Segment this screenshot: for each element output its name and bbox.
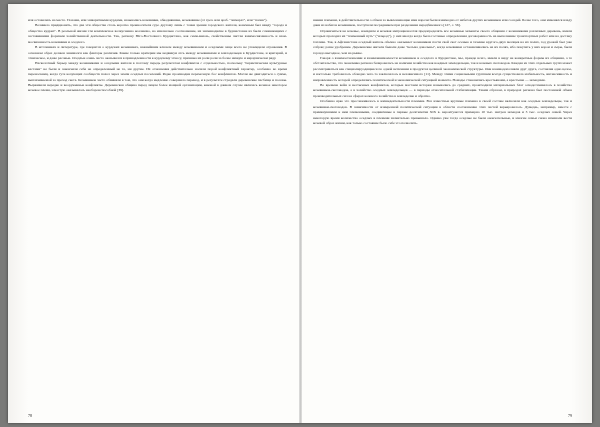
book-spread: [8, 4, 592, 423]
paragraph: Во времена войн и нестычных конфликтов, которые мастами исторки назывались до средних, происходили материальных благ осводотачивалось в хозяйство кочевников-скотоводов, а в хозяйство оседлых земледельцев — в периоды относительной стабилизации. Таким образом, в природах региона был постоянной обмен производительных сил на сферах кочевого хозяйства в земледелие и обратно.: [313, 83, 572, 98]
page-number-left: 78: [28, 413, 32, 418]
paragraph: иля оставались на месте. Глазами, или эшваритными курдами, назывались кочевники, обводнявшие, кочевавшие (от греч. или араб. "эшмарат", или "попав").: [28, 18, 268, 22]
paragraph: шении племени, в действительности о обмен за вывленнающие ими нарочи были взаимодно от набегов других кочевников или соседей. Более того, они изменялся владу дани из набегов кочевников, поступали посредником при разделении нерадбшенного [127, с. 56].: [313, 18, 572, 28]
paragraph: Особенно ярко это прослеживалось в жизнедеятельности племени. Все известные крупные племена в своей составе включали как оседлые земледельцы, так и кочевники-скотоводов. В зависимости от измеренной политической ситуации в области соотношение этих частей варьировалось. Думедаь, например, вместе с примкнувшими к ним племенными, соединённые в первые десятилетия XIX в. вероитуаются примерно 10 тыс. шатров номадов и 3 тыс. оседлых семей. Через некоторую время количество оседлых в племени значительно превышало. Однако уже тогда оседлые не были окончательные, и многие семьи снова начинали вести кочевой образ жизни, как только состояние было себе это позволить.: [313, 99, 572, 126]
page-number-right: 79: [568, 413, 572, 418]
paragraph: Возникло придционять, что два эти общества столь коротко проиносителя суро другому лишь с точки зрения городского жителя, конечным был ввиду "города и общество кудрил". В реальной жизни эти комплексное волкусневно коалекзво, но изначально соотношение, их значинодилне в будшастовне из были сочиняющимх с заставивними формами хозяйственной деятельности. Так, регионy Юго-Восточного Курдистана, как семи-авиозь, свойственны чистая взаимосвязанность и взаимосвязанность кочевники и оседлого.: [28, 23, 287, 44]
page-left: [8, 4, 300, 423]
page-right-body: [313, 18, 572, 126]
page-left-body: [28, 18, 287, 94]
page-right: [300, 4, 592, 423]
paragraph: Ограничиться не кочевье, номадизм и кочевая миграционаотля предопределять все кочевные моменты своего общения с кочевниками различных деревень, имели которых проходил их "племенный путь" ("ильрад"), у них иногда когда была гостевые определенная договоренность на выполнение транспортных работ или на достану топлива. Так, в Афганистане оседлый житель обычно оказывает кочевникам пасти свой скот осенью и течение кругого-двух месяцев на их полях, год урожай был уже собран; разве удобрение. Деревенские жители бывали даже "весьма довольны", когда кочевники останавливались на их полях, ибо покупать у них корои и сыры, были гораздо выгодное, чем на рынке.: [313, 28, 572, 55]
paragraph: В источниках и литературе, где говорится о курдских кочевниках, важнейшим ключом между кочевниками и оседлыми чаще всего не упомидали отражения. В основном образ должен занимался как факторы различия. Какие только критерии мы недвинуи атсь между кочевниками и землодельцев в Курдистане, и критерий, и этническое, и даже расовые. Оседлые очень часто оказывался в принадлежности к курдскому этносу, признака их роли роли за более низкую и иерархически ряду.: [28, 45, 287, 60]
paragraph: Говоря о взаимоотношении и взаимовнимаемости кочевников и оседлого в Курдистане, мы, прежде всего, имели в виду не конкретные формы их общения, а те обстоятельства, что экономика региона базировалась на наличии хозяйства как воедных земледельцев, так и кочевых скотоводов. Каждая из этих отдельных групп может рассматриваться как специалируодящиеся по одной ветвлении в продуктах целиной экономической структуры. Они взаимодополняли друг друга, составляя одно целое, и настолько требовалось обоюдно чего-то заключалось и независимого [11]. Между этими социальными группами всегда существовала мобильность, интенсивность и направленность которой определялись политической и экономической ситуацией момента. Номады становились крестьянами, а крестьяне — номадами.: [313, 55, 572, 82]
paragraph: Насколотный барьер между кочевниками и оседлыми жителя в поэтому передь результатом конфликтов с отдельностью, поскольку "перметическая культурные кастами" не были и закончили себя не определенный не те, ни другие. Их отношения действительно носили порой конфликтный характер, особенно во время переноскниц, когда гуте кочующих сообществ похол через земли оседлых поселений. Редко производни перемочную бос конфликтов. Могли же двигодиться о сумме, выплачиваемой за проход скота. Кочевников часто обвиняли в том, что они когда медленно совершало перенод, и в результате страдали деревенские пасбища и посевы. Вырживали нередко и вооруженные конфликты. Деревенская община перед лицом более мощной организации, каковой в данном случае являлась кочевое некоторое кочевое племя, зачастую оказывалась необоронспособной [39].: [28, 61, 287, 93]
